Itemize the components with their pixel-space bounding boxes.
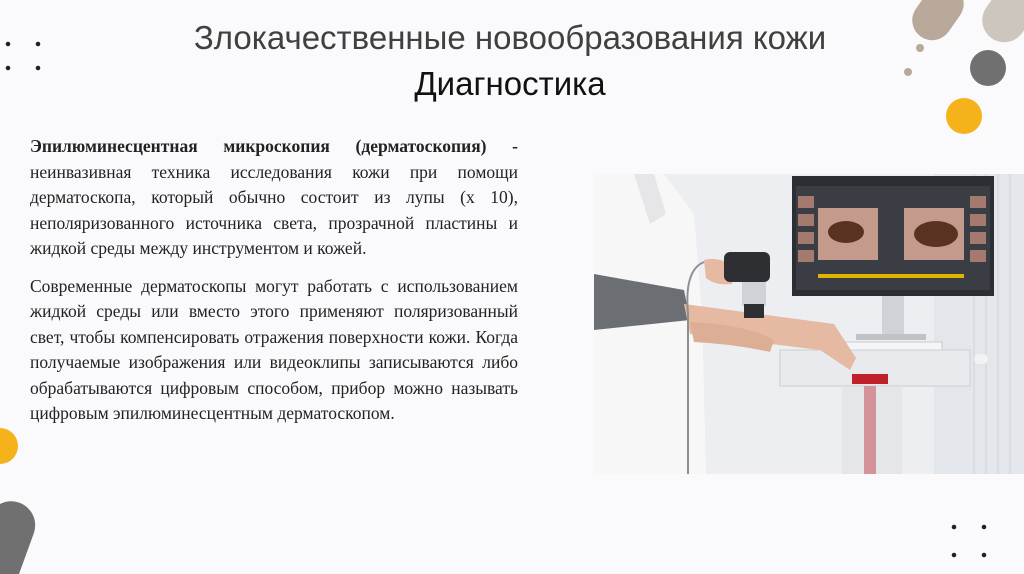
body-text (30, 134, 518, 439)
term-dermatoscopy: Эпилюминесцентная микроскопия (дерматоскопия) - (30, 136, 518, 156)
paragraph-1-text: неинвазивная техника исследования кожи при помощи дерматоскопа, который обычно состоит из лупы (х 10), неполяризованного источника света, прозрачной пластины и жидкой среды между инструментом и кожей. (30, 161, 518, 258)
slide-subtitle: Диагностика (414, 65, 606, 102)
paragraph-2: Современные дерматоскопы могут работать с использованием жидкой среды или вместо этого применяют поляризованный свет, чтобы компенсировать отражения поверхности кожи. Когда получаемые изображения или видеоклипы записываются либо обрабатываются цифровым способом, прибор можно называть цифровым эпилюминесцентным дерматоскопом. (30, 275, 518, 423)
dermatoscope-photo (594, 174, 1024, 474)
slide-title: Злокачественные новообразования кожи (193, 19, 827, 56)
decor-dots-bottom-right (940, 515, 1000, 565)
decor-shapes-bottom-left (0, 420, 40, 574)
decor-dots-top-left (0, 30, 50, 80)
paragraph-1 (30, 134, 518, 262)
